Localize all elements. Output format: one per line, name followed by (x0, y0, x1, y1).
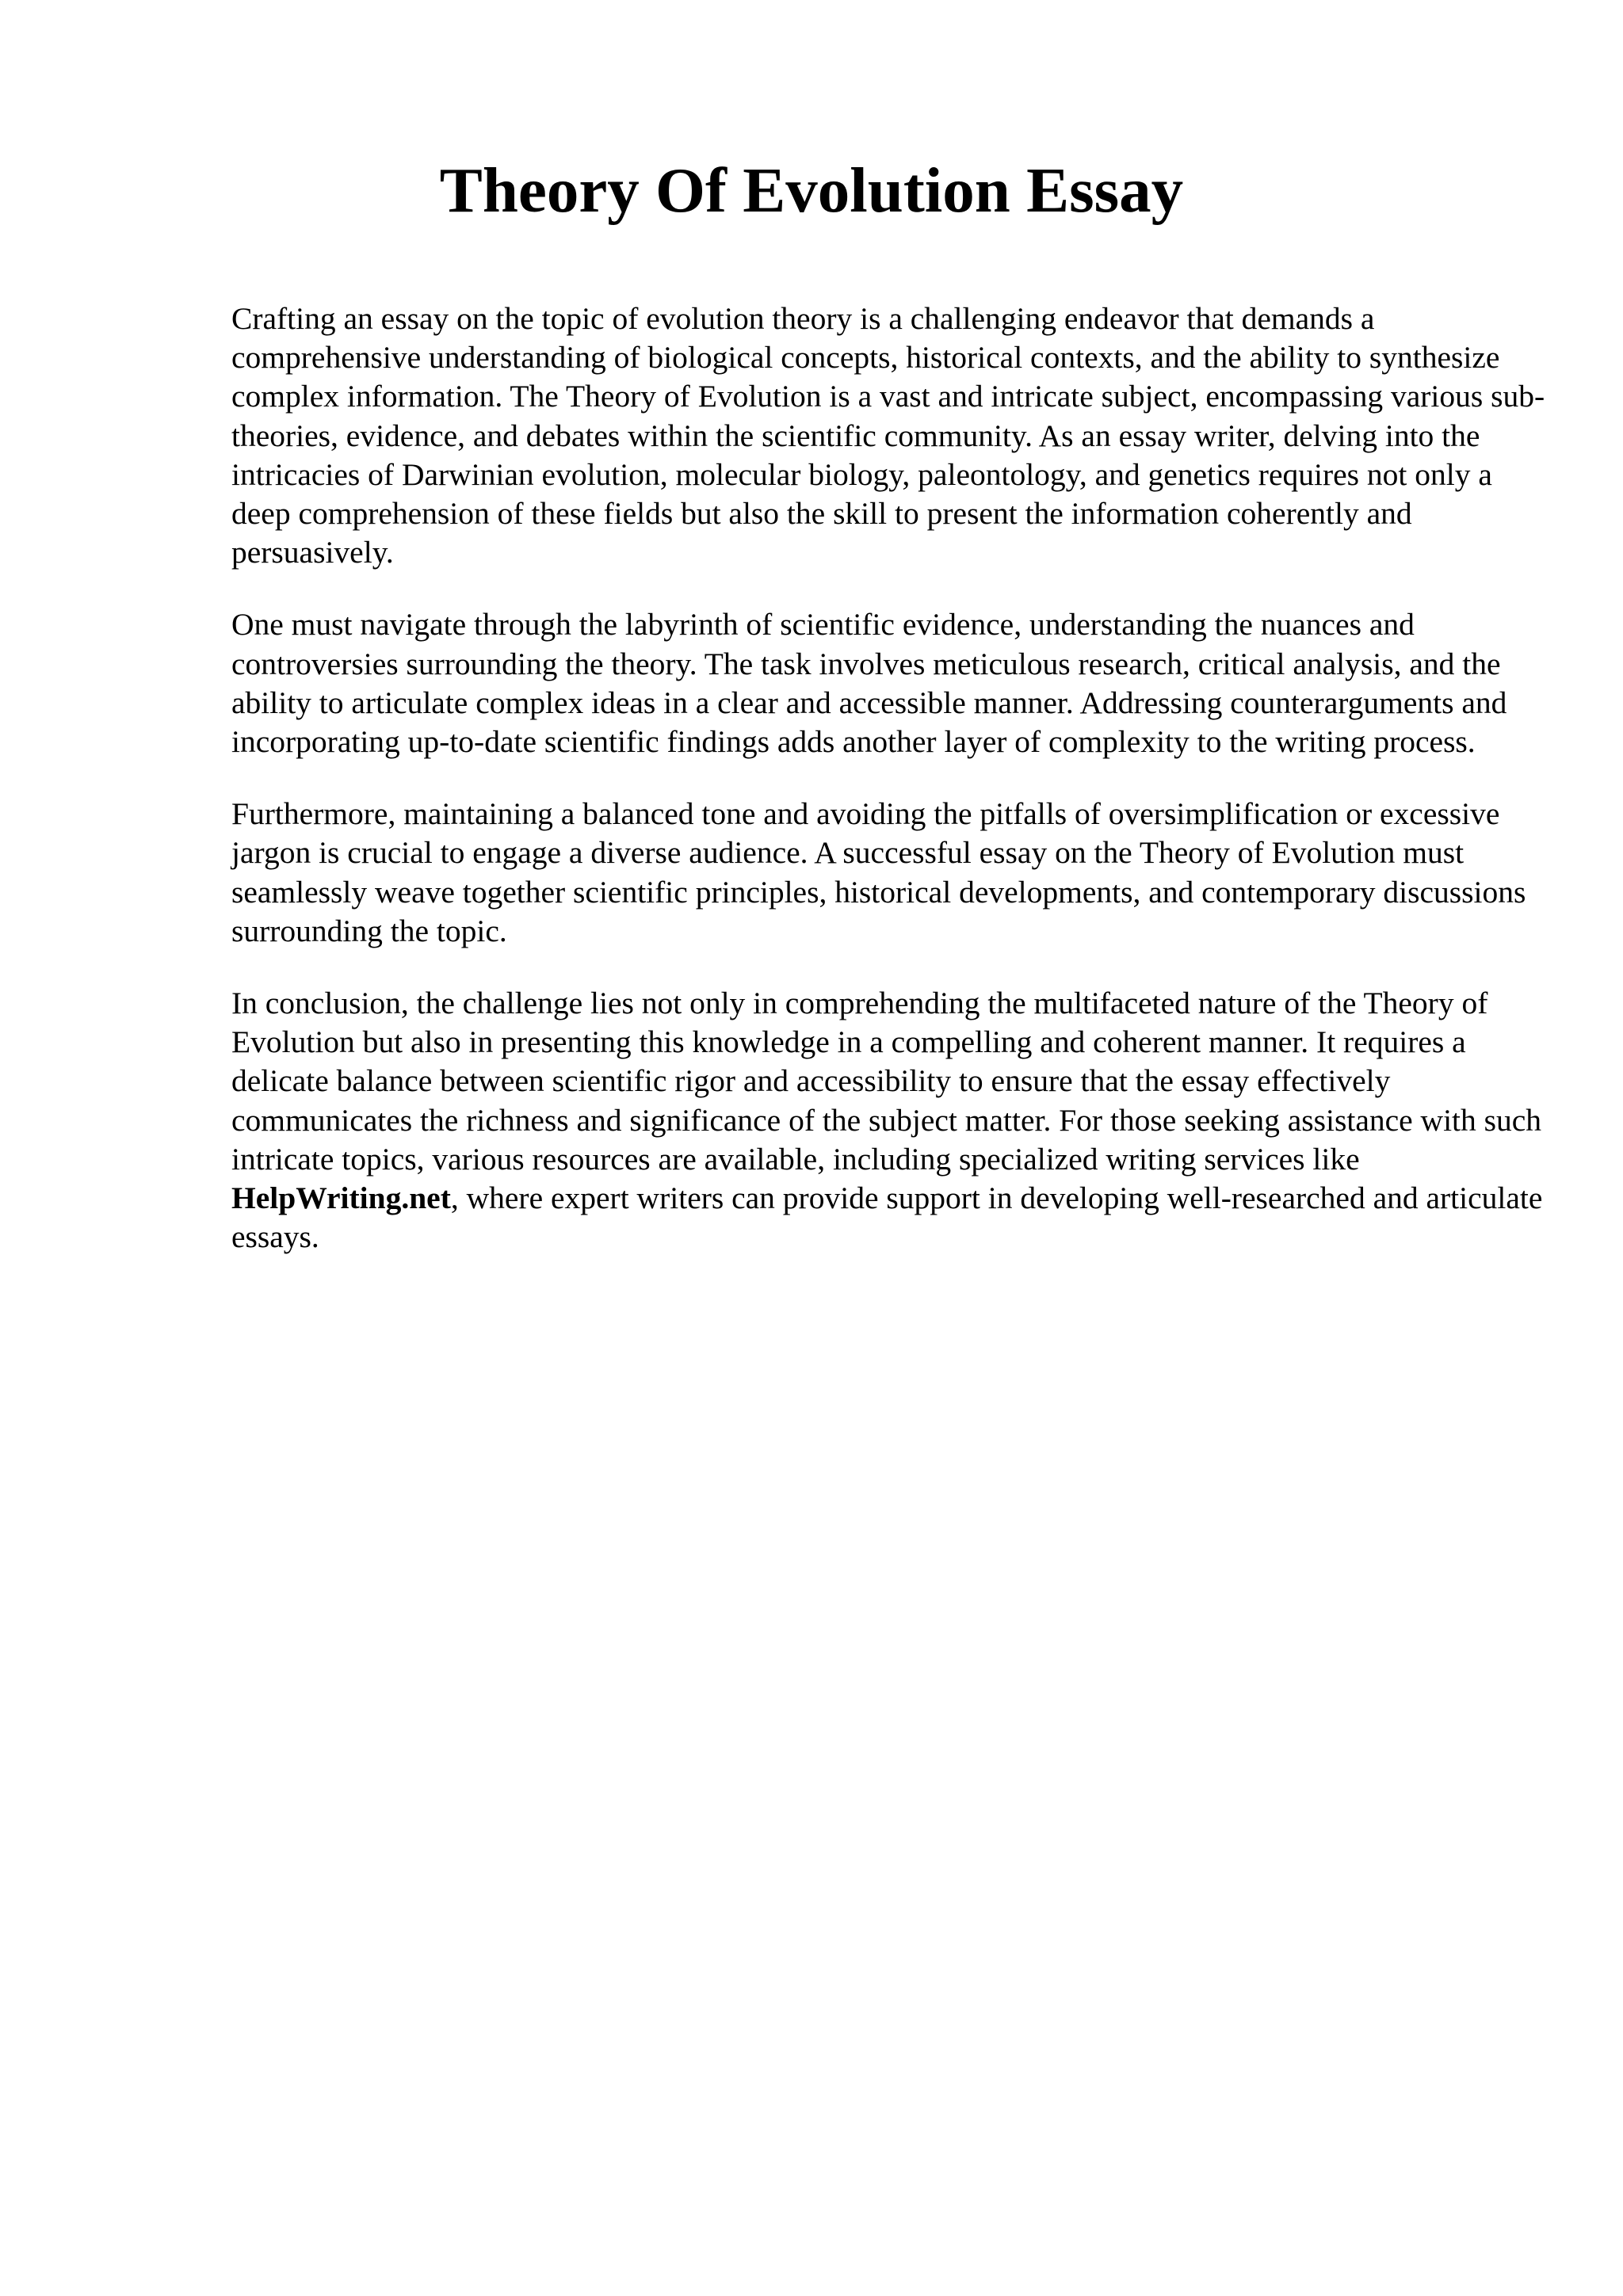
document-title: Theory Of Evolution Essay (439, 154, 1184, 226)
paragraph-intro: Crafting an essay on the topic of evolution theory is a challenging endeavor that demands a comprehensive understanding of biological concepts, historical contexts, and the ability to synthesize complex information. The Theory of Evolution is a vast and intricate subject, encompassing various sub-theories, evidence, and debates within the scientific community. As an essay writer, delving into the intricacies of Darwinian evolution, molecular biology, paleontology, and genetics requires not only a deep comprehension of these fields but also the skill to present the information coherently and persuasively. (231, 301, 1545, 570)
paragraph-conclusion (231, 984, 1551, 1257)
document-body (231, 299, 1551, 1257)
paragraph-tone: Furthermore, maintaining a balanced tone and avoiding the pitfalls of oversimplification or excessive jargon is crucial to engage a diverse audience. A successful essay on the Theory of Evolution must seamlessly weave together scientific principles, historical developments, and contemporary discussions surrounding the topic. (231, 796, 1526, 948)
conclusion-text-before: In conclusion, the challenge lies not only in comprehending the multifaceted nature of the Theory of Evolution but also in presenting this knowledge in a compelling and coherent manner. It requires a delicate balance between scientific rigor and accessibility to ensure that the essay effectively communicates the richness and significance of the subject matter. For those seeking assistance with such intricate topics, various resources are available, including specialized writing services like (231, 986, 1542, 1177)
conclusion-text-after: , where expert writers can provide support in developing well-researched and articulate essays. (231, 1180, 1543, 1255)
paragraph-research: One must navigate through the labyrinth of scientific evidence, understanding the nuances and controversies surrounding the theory. The task involves meticulous research, critical analysis, and the ability to articulate complex ideas in a clear and accessible manner. Addressing counterarguments and incorporating up-to-date scientific findings adds another layer of complexity to the writing process. (231, 607, 1507, 760)
brand-name: HelpWriting.net (231, 1180, 451, 1216)
